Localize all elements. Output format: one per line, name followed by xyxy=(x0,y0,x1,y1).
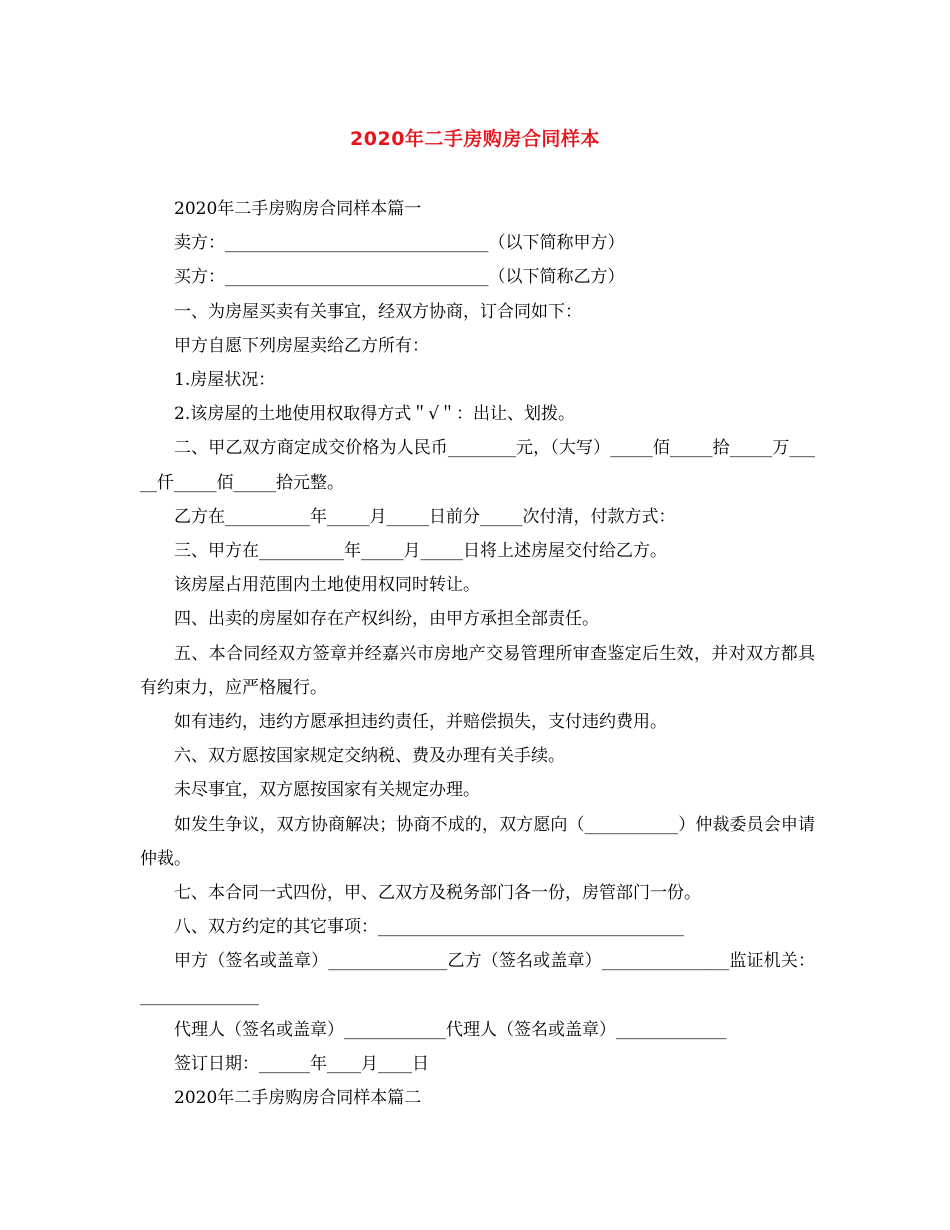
clause-8: 八、双方约定的其它事项：____________________________________ xyxy=(174,917,684,938)
clause-6: 六、双方愿按国家规定交纳税、费及办理有关手续。 xyxy=(174,746,565,767)
paragraph: 2.该房屋的土地使用权取得方式＂√＂：出让、划拨。 xyxy=(174,404,576,425)
paragraph: 1.房屋状况： xyxy=(174,370,276,391)
paragraph: 未尽事宜，双方愿按国家有关规定办理。 xyxy=(174,780,480,801)
agent-signature-line: 代理人（签名或盖章）____________代理人（签名或盖章）_____________ xyxy=(174,1019,727,1040)
section-heading-2: 2020年二手房购房合同样本篇二 xyxy=(174,1088,422,1109)
document-body xyxy=(140,192,815,1115)
section-heading-1: 2020年二手房购房合同样本篇一 xyxy=(174,199,422,219)
document-title: 2020年二手房购房合同样本 xyxy=(350,128,600,150)
clause-1: 一、为房屋买卖有关事宜，经双方协商，订合同如下： xyxy=(174,301,582,322)
clause-4: 四、出卖的房屋如存在产权纠纷，由甲方承担全部责任。 xyxy=(174,609,599,630)
paragraph: 乙方在__________年_____月_____日前分_____次付清，付款方式： xyxy=(174,506,676,527)
clause-3: 三、甲方在__________年_____月_____日将上述房屋交付给乙方。 xyxy=(174,541,667,562)
clause-2: 二、甲乙双方商定成交价格为人民币________元，（大写）_____佰_____拾_____万_____仟_____佰_____拾元整。 xyxy=(140,438,815,493)
seller-line: 卖方：_______________________________（以下简称甲方） xyxy=(174,233,625,254)
clause-7: 七、本合同一式四份，甲、乙双方及税务部门各一份，房管部门一份。 xyxy=(174,883,701,904)
paragraph: 如有违约，违约方愿承担违约责任，并赔偿损失，支付违约费用。 xyxy=(174,712,667,733)
signing-date: 签订日期：______年____月____日 xyxy=(174,1054,429,1075)
clause-5: 五、本合同经双方签章并经嘉兴市房地产交易管理所审查鉴定后生效，并对双方都具有约束力，应严格履行。 xyxy=(140,643,815,698)
paragraph: 甲方自愿下列房屋卖给乙方所有： xyxy=(174,335,429,356)
paragraph: 如发生争议，双方协商解决；协商不成的，双方愿向（___________）仲裁委员会申请仲裁。 xyxy=(140,814,815,869)
buyer-line: 买方：_______________________________（以下简称乙方） xyxy=(174,267,625,288)
signature-line: 甲方（签名或盖章）______________乙方（签名或盖章）_______________监证机关：______________ xyxy=(140,951,815,1006)
paragraph: 该房屋占用范围内土地使用权同时转让。 xyxy=(174,575,480,596)
